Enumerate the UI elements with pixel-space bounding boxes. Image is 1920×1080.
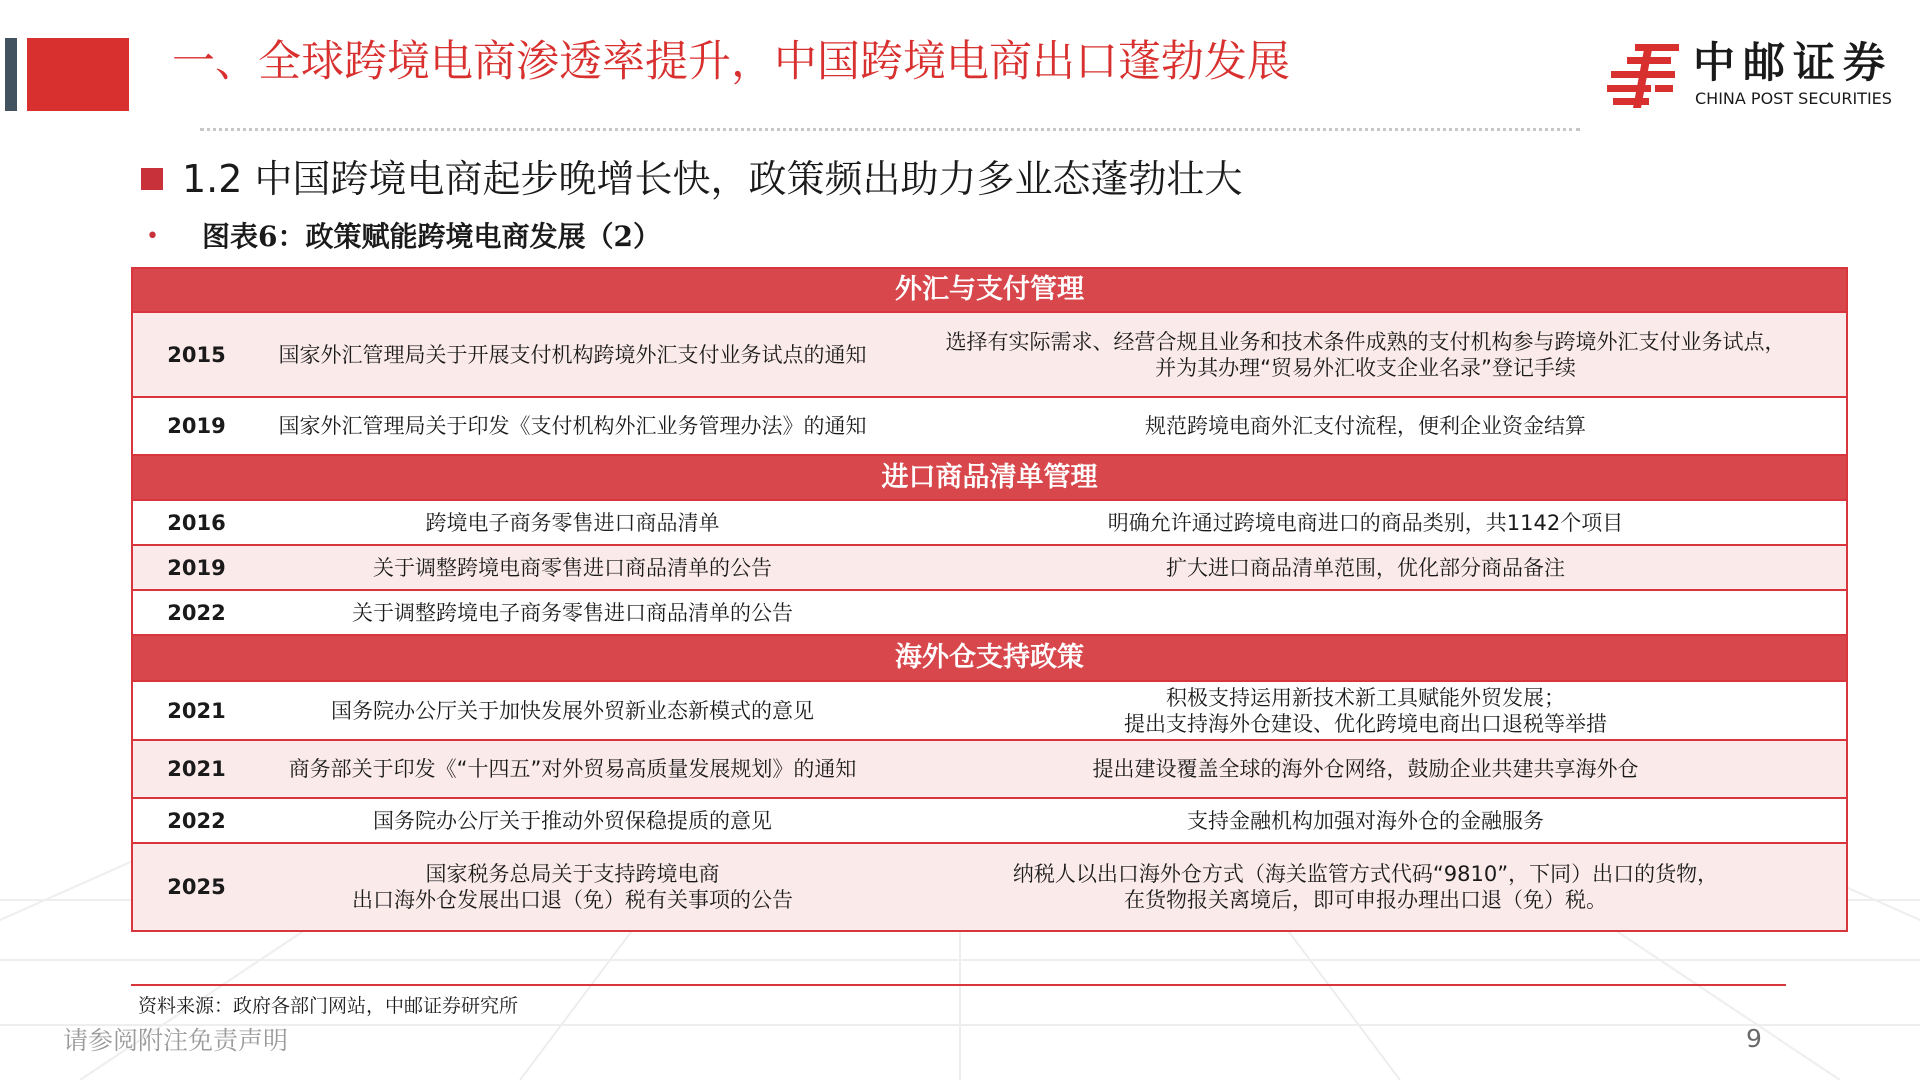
company-logo bbox=[1605, 38, 1905, 118]
policy-cell bbox=[260, 798, 885, 843]
content-cell bbox=[885, 590, 1847, 635]
policy-cell bbox=[260, 681, 885, 740]
policy-table bbox=[131, 267, 1848, 932]
policy-cell bbox=[260, 545, 885, 590]
table-row bbox=[132, 545, 1847, 590]
content-cell bbox=[885, 545, 1847, 590]
section-marker bbox=[141, 168, 163, 190]
header-accent-bar-red bbox=[27, 38, 129, 111]
policy-line: 国家外汇管理局关于开展支付机构跨境外汇支付业务试点的通知 bbox=[278, 342, 867, 367]
section-header-cell: 外汇与支付管理 bbox=[132, 268, 1847, 312]
content-cell bbox=[885, 798, 1847, 843]
year-cell: 2022 bbox=[132, 798, 260, 843]
table-section-header bbox=[132, 635, 1847, 681]
logo-english-name: CHINA POST SECURITIES bbox=[1695, 89, 1892, 108]
table-row bbox=[132, 798, 1847, 843]
policy-line: 国家税务总局关于支持跨境电商 bbox=[425, 862, 720, 886]
content-cell bbox=[885, 681, 1847, 740]
content-line: 明确允许通过跨境电商进口的商品类别，共1142个项目 bbox=[1107, 510, 1624, 535]
table-row bbox=[132, 500, 1847, 545]
content-line: 选择有实际需求、经营合规且业务和技术条件成熟的支付机构参与跨境外汇支付业务试点， bbox=[945, 329, 1786, 354]
content-line: 积极支持运用新技术新工具赋能外贸发展； bbox=[1166, 685, 1566, 710]
header-accent-bar-dark bbox=[5, 38, 17, 111]
year-cell: 2022 bbox=[132, 590, 260, 635]
year-cell: 2015 bbox=[132, 312, 260, 397]
policy-cell bbox=[260, 740, 885, 798]
year-cell: 2025 bbox=[132, 843, 260, 931]
table-row bbox=[132, 681, 1847, 740]
policy-cell bbox=[260, 312, 885, 397]
content-cell bbox=[885, 740, 1847, 798]
page-title: 一、全球跨境电商渗透率提升，中国跨境电商出口蓬勃发展 bbox=[172, 37, 1290, 87]
policy-cell bbox=[260, 397, 885, 455]
table-row bbox=[132, 590, 1847, 635]
table-section-header bbox=[132, 455, 1847, 500]
china-post-logo-icon bbox=[1605, 40, 1683, 112]
policy-line: 出口海外仓发展出口退（免）税有关事项的公告 bbox=[352, 888, 793, 912]
content-line: 纳税人以出口海外仓方式（海关监管方式代码“9810”，下同）出口的货物， bbox=[1012, 862, 1719, 886]
content-line: 支持金融机构加强对海外仓的金融服务 bbox=[1187, 808, 1545, 833]
table-row bbox=[132, 740, 1847, 798]
header-divider bbox=[200, 128, 1580, 131]
table-row bbox=[132, 312, 1847, 397]
year-cell: 2019 bbox=[132, 397, 260, 455]
policy-line: 国务院办公厅关于加快发展外贸新业态新模式的意见 bbox=[331, 698, 814, 723]
policy-cell bbox=[260, 590, 885, 635]
figure-bullet: • bbox=[146, 224, 159, 249]
content-cell bbox=[885, 500, 1847, 545]
content-cell bbox=[885, 312, 1847, 397]
table-section-header bbox=[132, 268, 1847, 312]
year-cell: 2021 bbox=[132, 740, 260, 798]
table-row bbox=[132, 397, 1847, 455]
year-cell: 2021 bbox=[132, 681, 260, 740]
policy-line: 国家外汇管理局关于印发《支付机构外汇业务管理办法》的通知 bbox=[278, 414, 867, 438]
policy-line: 国务院办公厅关于推动外贸保稳提质的意见 bbox=[373, 808, 772, 833]
policy-line: 关于调整跨境电子商务零售进口商品清单的公告 bbox=[352, 600, 793, 625]
section-title: 1.2 中国跨境电商起步晚增长快，政策频出助力多业态蓬勃壮大 bbox=[182, 157, 1243, 201]
figure-title: 图表6：政策赋能跨境电商发展（2） bbox=[202, 220, 661, 253]
policy-line: 关于调整跨境电商零售进口商品清单的公告 bbox=[373, 555, 772, 580]
table-row bbox=[132, 843, 1847, 931]
page-number: 9 bbox=[1746, 1024, 1762, 1053]
content-line: 规范跨境电商外汇支付流程，便利企业资金结算 bbox=[1145, 414, 1587, 438]
content-line: 提出建设覆盖全球的海外仓网络，鼓励企业共建共享海外仓 bbox=[1092, 757, 1639, 781]
policy-line: 商务部关于印发《“十四五”对外贸易高质量发展规划》的通知 bbox=[288, 757, 857, 781]
year-cell: 2019 bbox=[132, 545, 260, 590]
disclaimer-text: 请参阅附注免责声明 bbox=[63, 1026, 289, 1055]
content-line: 提出支持海外仓建设、优化跨境电商出口退税等举措 bbox=[1124, 711, 1608, 736]
section-header-cell: 海外仓支持政策 bbox=[132, 635, 1847, 681]
policy-cell bbox=[260, 500, 885, 545]
footer-divider bbox=[131, 984, 1786, 986]
policy-cell bbox=[260, 843, 885, 931]
content-line: 在货物报关离境后，即可申报办理出口退（免）税。 bbox=[1124, 888, 1608, 912]
section-header-cell: 进口商品清单管理 bbox=[132, 455, 1847, 500]
content-cell bbox=[885, 397, 1847, 455]
content-line: 扩大进口商品清单范围，优化部分商品备注 bbox=[1166, 555, 1566, 580]
content-line: 并为其办理“贸易外汇收支企业名录”登记手续 bbox=[1155, 355, 1576, 380]
year-cell: 2016 bbox=[132, 500, 260, 545]
logo-chinese-name: 中邮证券 bbox=[1693, 38, 1894, 87]
content-cell bbox=[885, 843, 1847, 931]
policy-line: 跨境电子商务零售进口商品清单 bbox=[425, 510, 720, 535]
source-note: 资料来源：政府各部门网站，中邮证券研究所 bbox=[138, 995, 519, 1017]
